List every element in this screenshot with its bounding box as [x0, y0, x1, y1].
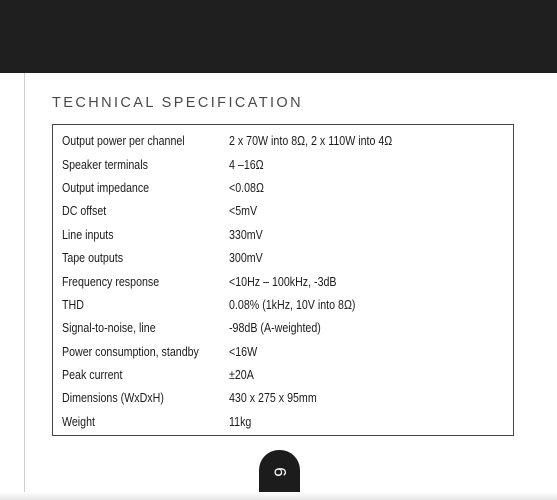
spec-label: THD	[62, 296, 84, 312]
table-row	[62, 293, 509, 316]
spec-value: 430 x 275 x 95mm	[228, 390, 317, 406]
spec-table	[62, 129, 509, 433]
table-row	[62, 246, 509, 269]
table-row	[62, 386, 509, 409]
spec-label: Weight	[62, 413, 95, 429]
page-bottom-edge	[0, 492, 557, 500]
table-row	[62, 410, 509, 433]
spec-value: 0.08% (1kHz, 10V into 8Ω)	[228, 296, 356, 312]
spec-value: <0.08Ω	[228, 179, 264, 195]
table-row	[62, 269, 509, 292]
spec-label: Peak current	[62, 367, 123, 383]
section-title: TECHNICAL SPECIFICATION	[52, 95, 303, 111]
table-row	[62, 223, 509, 246]
table-row	[62, 363, 509, 386]
spec-value: ±20A	[228, 367, 254, 383]
table-row	[62, 316, 509, 339]
spec-value: <5mV	[228, 203, 258, 219]
page-number: 6	[270, 467, 290, 477]
spec-value: -98dB (A-weighted)	[228, 320, 321, 336]
spec-value: 2 x 70W into 8Ω, 2 x 110W into 4Ω	[228, 133, 393, 149]
top-dark-bar	[0, 0, 557, 73]
spec-value: 330mV	[228, 226, 263, 242]
spec-label: Power consumption, standby	[62, 343, 199, 359]
spec-value: 11kg	[228, 413, 252, 429]
spec-label: Output impedance	[62, 179, 150, 195]
table-row	[62, 340, 509, 363]
spec-label: Dimensions (WxDxH)	[62, 390, 164, 406]
spec-table-box	[52, 124, 514, 436]
spec-label: Tape outputs	[62, 250, 124, 266]
spec-value: 4 –16Ω	[228, 156, 264, 172]
spec-label: DC offset	[62, 203, 107, 219]
spec-label: Line inputs	[62, 226, 114, 242]
spec-label: Speaker terminals	[62, 156, 148, 172]
spec-value: <16W	[228, 343, 258, 359]
table-row	[62, 176, 509, 199]
spec-label: Signal-to-noise, line	[62, 320, 156, 336]
table-row	[62, 129, 509, 152]
spec-value: 300mV	[228, 250, 263, 266]
table-row	[62, 199, 509, 222]
spec-value: <10Hz – 100kHz, -3dB	[228, 273, 337, 289]
spec-label: Output power per channel	[62, 133, 185, 149]
table-row	[62, 152, 509, 175]
spec-label: Frequency response	[62, 273, 160, 289]
